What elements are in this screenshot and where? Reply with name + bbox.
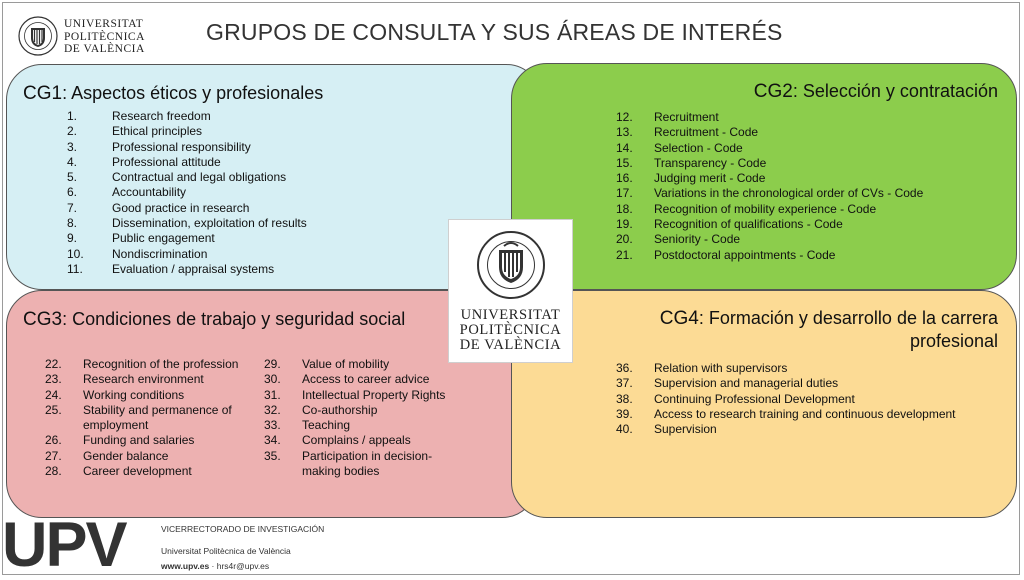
group-cg4-panel bbox=[511, 290, 1017, 518]
group-cg1-list bbox=[67, 109, 407, 277]
list-item: 28. Career development bbox=[45, 464, 192, 479]
group-cg3-list-right bbox=[264, 357, 464, 479]
list-item: 3. Professional responsibility bbox=[67, 139, 251, 154]
list-item: 29. Value of mobility bbox=[264, 357, 390, 371]
list-item: 7. Good practice in research bbox=[67, 200, 250, 215]
list-item: 32. Co-authorship bbox=[264, 402, 378, 417]
list-item: 16. Judging merit - Code bbox=[616, 171, 766, 186]
logo-wordmark: UNIVERSITAT POLITÈCNICA DE VALÈNCIA bbox=[64, 18, 145, 55]
list-item: 37. Supervision and managerial duties bbox=[616, 376, 839, 391]
page-title: GRUPOS DE CONSULTA Y SUS ÁREAS DE INTERÉS bbox=[206, 19, 783, 45]
list-item: 24. Working conditions bbox=[45, 387, 185, 402]
list-item: 25. Stability and permanence of bbox=[45, 402, 232, 417]
list-item: 17. Variations in the chronological order of CVs - Code bbox=[616, 186, 924, 201]
group-cg2-panel bbox=[511, 63, 1017, 290]
footer-vicerrectorado: VICERRECTORADO DE INVESTIGACIÓN bbox=[161, 524, 325, 534]
list-item: 5. Contractual and legal obligations bbox=[67, 170, 287, 185]
list-item: 8. Dissemination, exploitation of results bbox=[67, 216, 307, 231]
group-cg4-title: CG4: Formación y desarrollo de la carrera profesional bbox=[659, 308, 998, 351]
list-item: 6. Accountability bbox=[67, 185, 187, 200]
list-item: 13. Recruitment - Code bbox=[616, 125, 759, 140]
list-item: making bodies bbox=[302, 464, 380, 479]
list-item: 18. Recognition of mobility experience - Code bbox=[616, 201, 877, 216]
list-item: 14. Selection - Code bbox=[616, 140, 743, 155]
center-logo-wordmark: UNIVERSITAT POLITÈCNICA DE VALÈNCIA bbox=[459, 307, 562, 353]
group-cg4-list bbox=[616, 361, 1006, 437]
university-seal-icon bbox=[18, 16, 58, 56]
list-item: 26. Funding and salaries bbox=[45, 433, 195, 448]
list-item: 35. Participation in decision- bbox=[264, 448, 433, 463]
group-cg3-list-left bbox=[45, 357, 265, 479]
list-item: 21. Postdoctoral appointments - Code bbox=[616, 247, 836, 262]
list-item: 31. Intellectual Property Rights bbox=[264, 387, 446, 402]
list-item: 1. Research freedom bbox=[67, 109, 211, 123]
list-item: 11. Evaluation / appraisal systems bbox=[67, 261, 275, 276]
list-item: 4. Professional attitude bbox=[67, 154, 221, 169]
list-item: employment bbox=[83, 418, 149, 433]
footer-university: Universitat Politècnica de València bbox=[161, 546, 291, 556]
list-item: 36. Relation with supervisors bbox=[616, 361, 788, 375]
group-cg1-title: CG1: Aspectos éticos y profesionales bbox=[23, 83, 324, 104]
list-item: 15. Transparency - Code bbox=[616, 155, 767, 170]
group-cg3-title: CG3: Condiciones de trabajo y seguridad social bbox=[23, 309, 406, 330]
list-item: 33. Teaching bbox=[264, 418, 351, 433]
group-cg2-list bbox=[616, 110, 1006, 263]
group-cg2-title: CG2: Selección y contratación bbox=[753, 81, 998, 102]
list-item: 27. Gender balance bbox=[45, 448, 169, 463]
list-item: 10. Nondiscrimination bbox=[67, 246, 208, 261]
list-item: 19. Recognition of qualifications - Code bbox=[616, 217, 843, 232]
list-item: 30. Access to career advice bbox=[264, 372, 430, 387]
footer-contact: www.upv.es · hrs4r@upv.es bbox=[161, 561, 270, 571]
university-seal-icon bbox=[476, 230, 546, 300]
center-university-logo bbox=[448, 219, 573, 363]
university-logo bbox=[18, 16, 218, 58]
footer-web-link[interactable]: www.upv.es bbox=[161, 561, 210, 571]
list-item: 22. Recognition of the profession bbox=[45, 357, 239, 371]
list-item: 38. Continuing Professional Development bbox=[616, 391, 855, 406]
list-item: 20. Seniority - Code bbox=[616, 232, 741, 247]
list-item: 23. Research environment bbox=[45, 372, 204, 387]
list-item: 39. Access to research training and continuous development bbox=[616, 406, 956, 421]
list-item: 9. Public engagement bbox=[67, 231, 215, 246]
list-item: 34. Complains / appeals bbox=[264, 433, 411, 448]
upv-brand-logo: UPV bbox=[2, 510, 126, 580]
list-item: 12. Recruitment bbox=[616, 110, 719, 124]
list-item: 40. Supervision bbox=[616, 422, 717, 437]
list-item: 2. Ethical principles bbox=[67, 124, 203, 139]
footer-email-link[interactable]: hrs4r@upv.es bbox=[216, 561, 270, 571]
